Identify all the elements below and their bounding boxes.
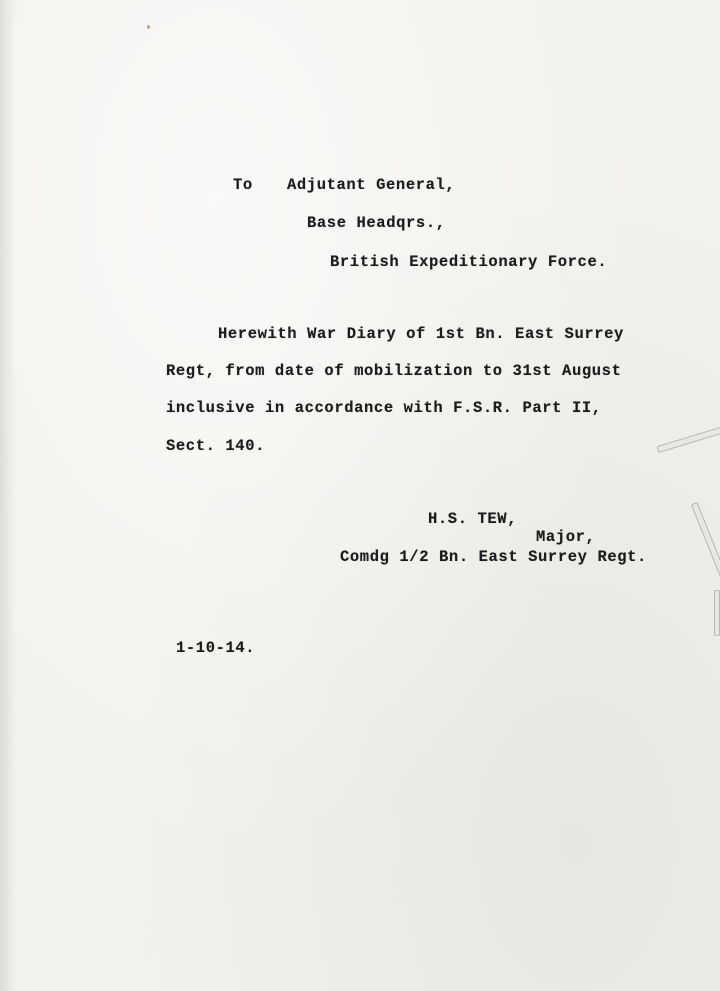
letter-date: 1-10-14.: [176, 639, 256, 657]
salutation: To: [233, 176, 253, 194]
body-line-2: Regt, from date of mobilization to 31st August: [166, 362, 622, 380]
body-line-4: Sect. 140.: [166, 437, 266, 455]
recipient-line-3: British Expeditionary Force.: [330, 253, 608, 271]
tape-strip: [657, 426, 720, 453]
signatory-command: Comdg 1/2 Bn. East Surrey Regt.: [340, 548, 647, 566]
tape-strip: [714, 590, 720, 636]
recipient-line-2: Base Headqrs.,: [307, 214, 446, 232]
paper-speck: [147, 25, 150, 29]
signatory-rank: Major,: [536, 528, 596, 546]
recipient-line-1: Adjutant General,: [287, 176, 456, 194]
body-line-1: Herewith War Diary of 1st Bn. East Surrey: [218, 325, 624, 343]
tape-strip: [691, 502, 720, 586]
page-edge-shadow: [0, 0, 16, 991]
body-line-3: inclusive in accordance with F.S.R. Part II,: [166, 399, 602, 417]
signatory-name: H.S. TEW,: [428, 510, 518, 528]
